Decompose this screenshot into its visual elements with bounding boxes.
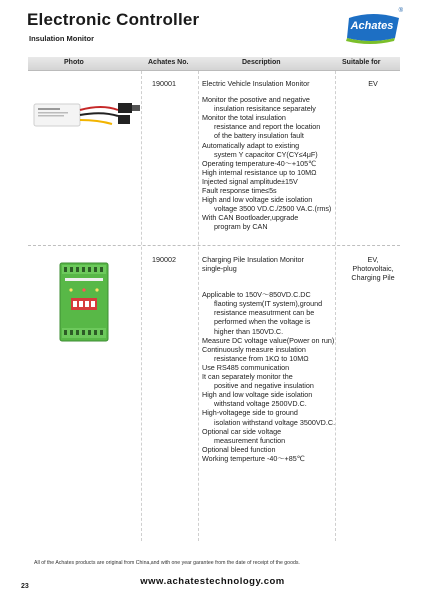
description-line: Monitor the total insulation (202, 113, 286, 123)
product-code: 190001 (152, 79, 176, 88)
description-line: resistance from 1KΩ to 10MΩ (214, 353, 309, 363)
suitable-item: EV, (367, 255, 379, 264)
description-line: isolation withstand voltage 3500VD.C. (214, 417, 336, 427)
website-link[interactable]: www.achatestechnology.com (140, 576, 285, 587)
description-line: It can separately monitor the (202, 372, 293, 382)
description-line: higher than 150VD.C. (214, 326, 284, 336)
header-photo: Photo (64, 59, 84, 66)
description-line: flaoting system(IT system),ground (214, 299, 323, 309)
suitable-item: Charging Pile (351, 273, 395, 283)
description-line: Applicable to 150V～850VD.C.DC (202, 290, 311, 300)
page-subtitle: Insulation Monitor (29, 34, 94, 43)
description-line: Monitor the posotive and negative (202, 95, 310, 105)
description-line: Optional car side voltage (202, 426, 282, 436)
logo-text: Achates (350, 20, 394, 32)
column-divider (141, 71, 142, 541)
description-line: resistance and report the location (214, 122, 321, 132)
suitable-for (340, 79, 406, 88)
product-code: 190002 (152, 255, 176, 264)
description-line: Use RS485 communication (202, 362, 290, 372)
description-line: system Y capacitor CY(CY≤4μF) (214, 149, 318, 159)
suitable-for (340, 255, 406, 283)
description-line: Continuously measure insulation (202, 344, 306, 354)
description-line: With CAN Bootloader,upgrade (202, 213, 299, 223)
description-line: resistance measutrment can be (214, 308, 315, 318)
page-title: Electronic Controller (27, 10, 200, 29)
description-title: Charging Pile Insulation Monitor (202, 255, 304, 264)
description-line: Automatically adapt to existing (202, 140, 300, 150)
description-line: insulation resisitance separately (214, 104, 316, 114)
charging-pile-insulation-monitor-photo (59, 262, 109, 342)
description-line: Optional bleed function (202, 444, 276, 454)
description-line: High and low voltage side isolation (202, 195, 313, 205)
column-divider (198, 71, 199, 541)
header-achates-no: Achates No. (148, 59, 189, 66)
product-description (202, 255, 352, 463)
description-line: Fault response time≤5s (202, 186, 277, 196)
description-title: Electric Vehicle Insulation Monitor (202, 79, 310, 88)
description-line: voltage 3500 VD.C./2500 VA.C.(rms) (214, 204, 332, 214)
description-line: Measure DC voltage value(Power on run) (202, 335, 335, 345)
header-suitable-for: Suitable for (342, 59, 381, 66)
product-description (202, 79, 352, 232)
description-line: Injected signal amplitude±15V (202, 176, 298, 186)
suitable-item: EV (368, 79, 378, 88)
description-line: High-voltagege side to ground (202, 408, 298, 418)
achates-logo (343, 8, 403, 44)
description-line: Operating temperature-40～+105℃ (202, 158, 317, 168)
suitable-item: Photovoltaic, (352, 264, 394, 274)
row-divider (28, 245, 400, 246)
description-line: Working temperture -40～+85℃ (202, 453, 305, 463)
page-number: 23 (21, 583, 29, 590)
header-description: Description (242, 59, 281, 66)
registered-mark: ® (398, 8, 403, 14)
description-line: High internal resistance up to 10MΩ (202, 167, 317, 177)
description-line: of the battery insulation fault (214, 131, 304, 141)
description-line: withstand voltage 2500VD.C. (214, 399, 307, 409)
description-line: positive and negative insulation (214, 381, 314, 391)
description-line: program by CAN (214, 222, 268, 232)
description-line: performed when the voltage is (214, 317, 311, 327)
ev-insulation-monitor-photo (32, 98, 144, 130)
description-title-line2: single-plug (202, 264, 237, 274)
description-line: High and low voltage side isolation (202, 390, 313, 400)
footer-note: All of the Achates products are original from China,and with one year garantee from the date of receipt of the goods. (34, 560, 300, 566)
description-line: measurement function (214, 435, 286, 445)
